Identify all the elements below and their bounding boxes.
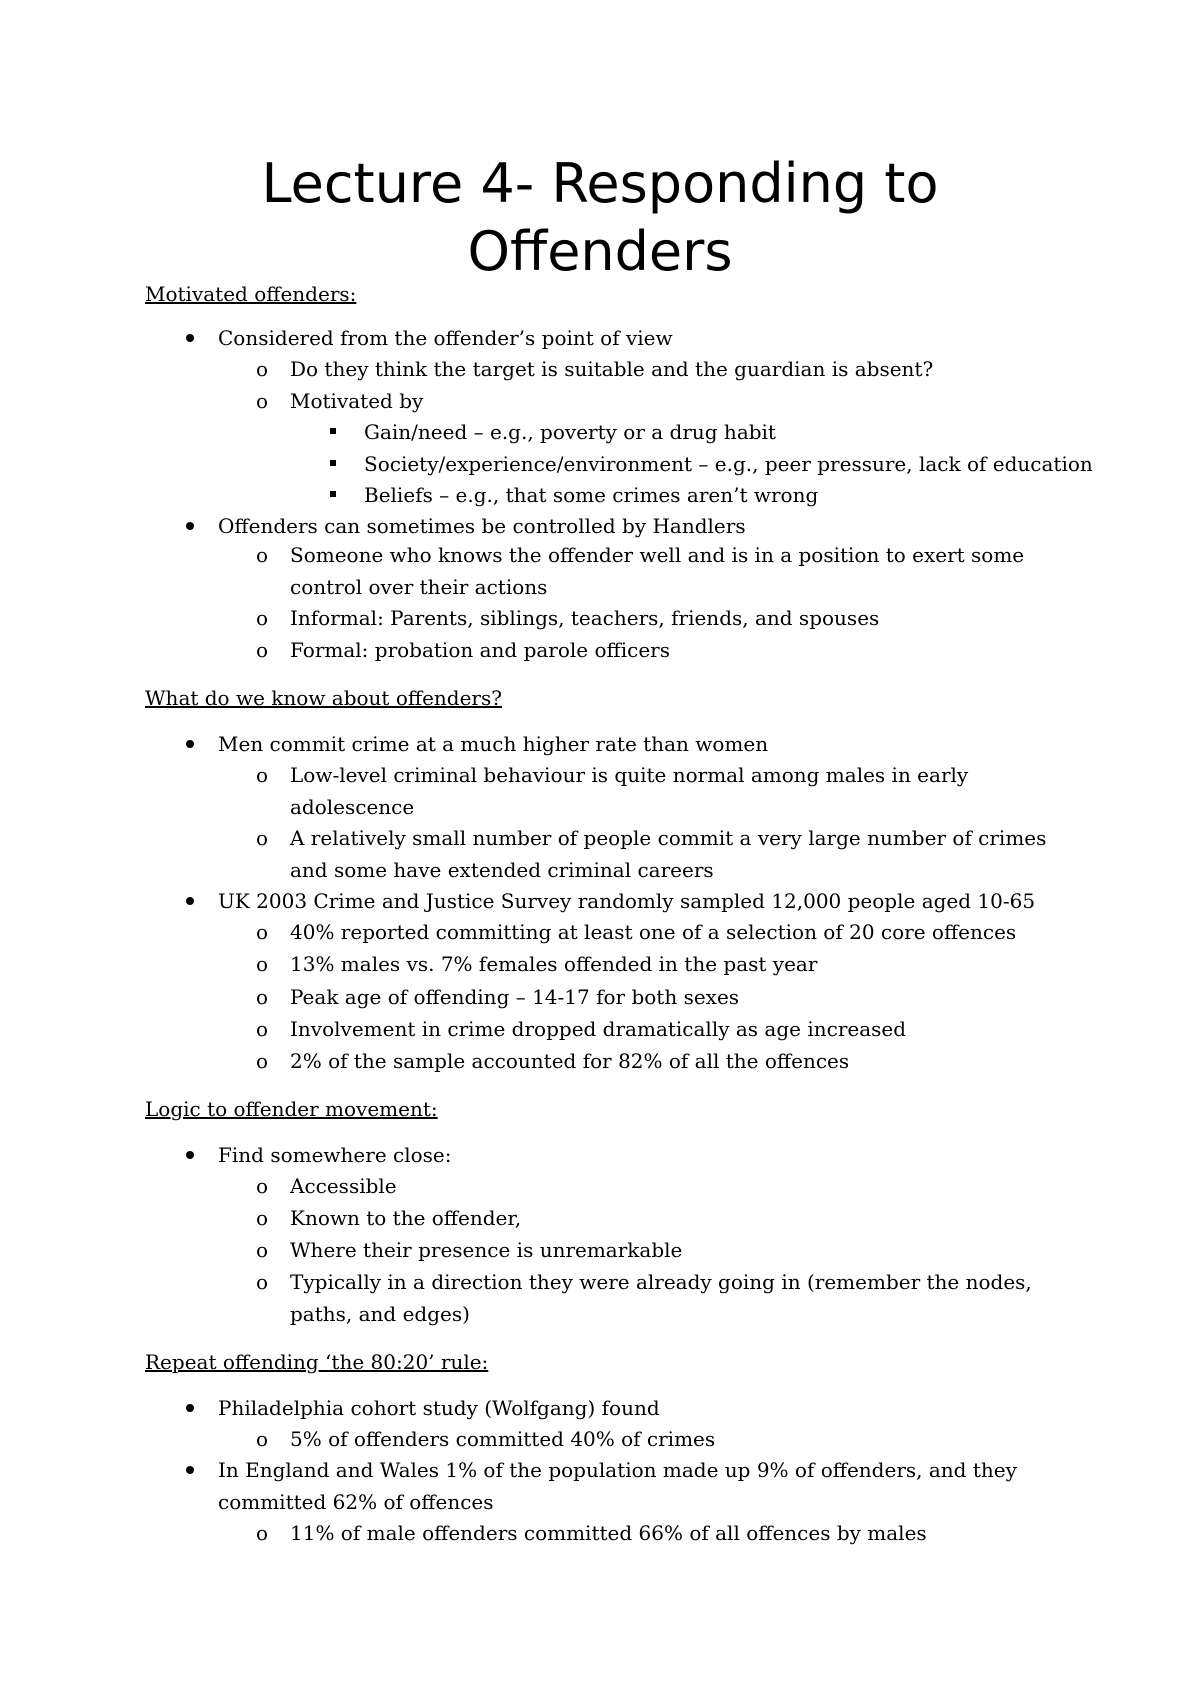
list-item: Offenders can sometimes be controlled by Handlers [218, 514, 746, 538]
list-item: 40% reported committing at least one of a selection of 20 core offences [290, 920, 1017, 944]
bullet-disc-icon [186, 1404, 194, 1412]
list-item: Informal: Parents, siblings, teachers, friends, and spouses [290, 606, 880, 630]
bullet-circle-icon: o [256, 1270, 269, 1294]
list-item-continuation: committed 62% of offences [218, 1490, 494, 1514]
list-item: Someone who knows the offender well and is in a position to exert some [290, 543, 1025, 567]
bullet-circle-icon: o [256, 1017, 269, 1041]
bullet-circle-icon: o [256, 1174, 269, 1198]
bullet-disc-icon [186, 740, 194, 748]
bullet-circle-icon: o [256, 920, 269, 944]
bullet-circle-icon: o [256, 952, 269, 976]
bullet-disc-icon [186, 522, 194, 530]
bullet-circle-icon: o [256, 1206, 269, 1230]
list-item: 11% of male offenders committed 66% of all offences by males [290, 1521, 927, 1545]
bullet-circle-icon: o [256, 1521, 269, 1545]
list-item: Philadelphia cohort study (Wolfgang) found [218, 1396, 660, 1420]
list-item: A relatively small number of people commit a very large number of crimes [290, 826, 1047, 850]
list-item: 5% of offenders committed 40% of crimes [290, 1427, 716, 1451]
bullet-disc-icon [186, 897, 194, 905]
bullet-circle-icon: o [256, 1049, 269, 1073]
bullet-circle-icon: o [256, 1238, 269, 1262]
list-item: In England and Wales 1% of the population made up 9% of offenders, and they [218, 1458, 1017, 1482]
section-heading-what-do-we-know: What do we know about offenders? [145, 686, 502, 710]
bullet-circle-icon: o [256, 638, 269, 662]
bullet-circle-icon: o [256, 985, 269, 1009]
bullet-circle-icon: o [256, 389, 269, 413]
list-item: Formal: probation and parole officers [290, 638, 670, 662]
list-item: Beliefs – e.g., that some crimes aren’t wrong [364, 483, 819, 507]
section-heading-logic-to-offender-movement: Logic to offender movement: [145, 1097, 438, 1121]
list-item: Considered from the offender’s point of view [218, 326, 673, 350]
list-item: Typically in a direction they were already going in (remember the nodes, [290, 1270, 1032, 1294]
list-item-continuation: and some have extended criminal careers [290, 858, 714, 882]
title-line-1: Lecture 4- Responding to [261, 152, 939, 215]
list-item: Known to the offender, [290, 1206, 522, 1230]
bullet-circle-icon: o [256, 606, 269, 630]
bullet-disc-icon [186, 334, 194, 342]
bullet-circle-icon: o [256, 1427, 269, 1451]
list-item-continuation: adolescence [290, 795, 415, 819]
title-line-2: Offenders [467, 220, 733, 283]
list-item: 2% of the sample accounted for 82% of all the offences [290, 1049, 850, 1073]
list-item-continuation: control over their actions [290, 575, 548, 599]
page-title [0, 150, 1200, 286]
list-item: Society/experience/environment – e.g., peer pressure, lack of education [364, 452, 1093, 476]
bullet-square-icon [330, 460, 336, 466]
list-item: Involvement in crime dropped dramatically as age increased [290, 1017, 907, 1041]
bullet-square-icon [330, 491, 336, 497]
list-item: Peak age of offending – 14-17 for both sexes [290, 985, 740, 1009]
bullet-circle-icon: o [256, 763, 269, 787]
list-item: Low-level criminal behaviour is quite normal among males in early [290, 763, 969, 787]
list-item: UK 2003 Crime and Justice Survey randomly sampled 12,000 people aged 10-65 [218, 889, 1036, 913]
list-item: 13% males vs. 7% females offended in the past year [290, 952, 818, 976]
section-heading-motivated-offenders: Motivated offenders: [145, 282, 357, 306]
bullet-square-icon [330, 428, 336, 434]
bullet-circle-icon: o [256, 826, 269, 850]
list-item-continuation: paths, and edges) [290, 1302, 470, 1326]
list-item: Men commit crime at a much higher rate than women [218, 732, 769, 756]
list-item: Motivated by [290, 389, 424, 413]
bullet-disc-icon [186, 1151, 194, 1159]
list-item: Do they think the target is suitable and the guardian is absent? [290, 357, 934, 381]
bullet-circle-icon: o [256, 543, 269, 567]
list-item: Where their presence is unremarkable [290, 1238, 683, 1262]
list-item: Accessible [290, 1174, 397, 1198]
bullet-disc-icon [186, 1466, 194, 1474]
list-item: Gain/need – e.g., poverty or a drug habit [364, 420, 776, 444]
section-heading-repeat-offending: Repeat offending ‘the 80:20’ rule: [145, 1350, 489, 1374]
bullet-circle-icon: o [256, 357, 269, 381]
list-item: Find somewhere close: [218, 1143, 452, 1167]
